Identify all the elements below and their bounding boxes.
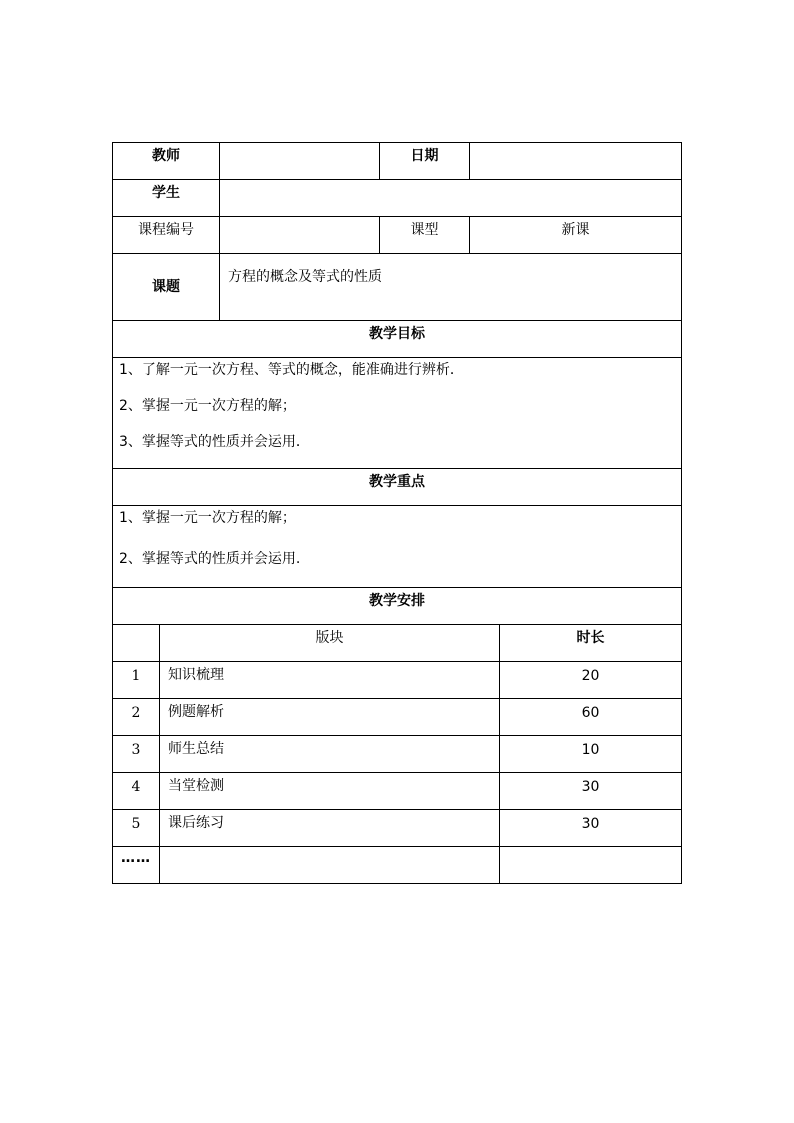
objectives-list <box>113 358 682 469</box>
schedule-duration-header: 时长 <box>500 625 682 662</box>
date-label: 日期 <box>380 143 470 180</box>
objectives-title: 教学目标 <box>113 321 682 358</box>
schedule-row-num: 2 <box>113 699 160 736</box>
schedule-row-num: 4 <box>113 773 160 810</box>
schedule-header-row <box>113 588 682 625</box>
course-type-label: 课型 <box>380 217 470 254</box>
topic-label: 课题 <box>113 254 220 321</box>
schedule-title: 教学安排 <box>113 588 682 625</box>
key-points-content-row <box>113 506 682 588</box>
course-no-label: 课程编号 <box>113 217 220 254</box>
schedule-row-num: 3 <box>113 736 160 773</box>
schedule-row-name: 当堂检测 <box>160 773 500 810</box>
schedule-num-header <box>113 625 160 662</box>
schedule-row-name: 课后练习 <box>160 810 500 847</box>
student-row <box>113 180 682 217</box>
key-point-item: 1、掌握一元一次方程的解； <box>119 510 296 526</box>
key-points-title: 教学重点 <box>113 469 682 506</box>
lesson-plan-table <box>112 142 682 884</box>
schedule-columns-row <box>113 625 682 662</box>
schedule-row <box>113 773 682 810</box>
schedule-row-name: 知识梳理 <box>160 662 500 699</box>
key-points-list <box>113 506 682 588</box>
objectives-header-row <box>113 321 682 358</box>
student-value[interactable] <box>220 180 682 217</box>
schedule-row-duration: 20 <box>500 662 682 699</box>
schedule-row <box>113 662 682 699</box>
key-points-header-row <box>113 469 682 506</box>
lesson-plan-form <box>112 142 681 884</box>
schedule-row-num: 5 <box>113 810 160 847</box>
objective-item: 2、掌握一元一次方程的解； <box>119 398 296 414</box>
schedule-row-name: 例题解析 <box>160 699 500 736</box>
schedule-empty-name <box>160 847 500 884</box>
course-no-value[interactable] <box>220 217 380 254</box>
schedule-row <box>113 810 682 847</box>
date-value[interactable] <box>470 143 682 180</box>
objective-item: 1、了解一元一次方程、等式的概念，能准确进行辨析． <box>119 362 464 378</box>
objective-item: 3、掌握等式的性质并会运用． <box>119 434 310 450</box>
schedule-row-duration: 30 <box>500 773 682 810</box>
topic-row <box>113 254 682 321</box>
objectives-content-row <box>113 358 682 469</box>
topic-value: 方程的概念及等式的性质 <box>220 254 682 321</box>
schedule-empty-duration <box>500 847 682 884</box>
teacher-value[interactable] <box>220 143 380 180</box>
schedule-block-header: 版块 <box>160 625 500 662</box>
course-row <box>113 217 682 254</box>
schedule-row-duration: 10 <box>500 736 682 773</box>
student-label: 学生 <box>113 180 220 217</box>
key-point-item: 2、掌握等式的性质并会运用. <box>119 551 301 567</box>
schedule-row <box>113 736 682 773</box>
schedule-ellipsis: …… <box>113 847 160 884</box>
course-type-value: 新课 <box>470 217 682 254</box>
teacher-label: 教师 <box>113 143 220 180</box>
schedule-ellipsis-row <box>113 847 682 884</box>
schedule-row-duration: 30 <box>500 810 682 847</box>
schedule-row-duration: 60 <box>500 699 682 736</box>
teacher-date-row <box>113 143 682 180</box>
schedule-row-num: 1 <box>113 662 160 699</box>
schedule-row-name: 师生总结 <box>160 736 500 773</box>
schedule-row <box>113 699 682 736</box>
